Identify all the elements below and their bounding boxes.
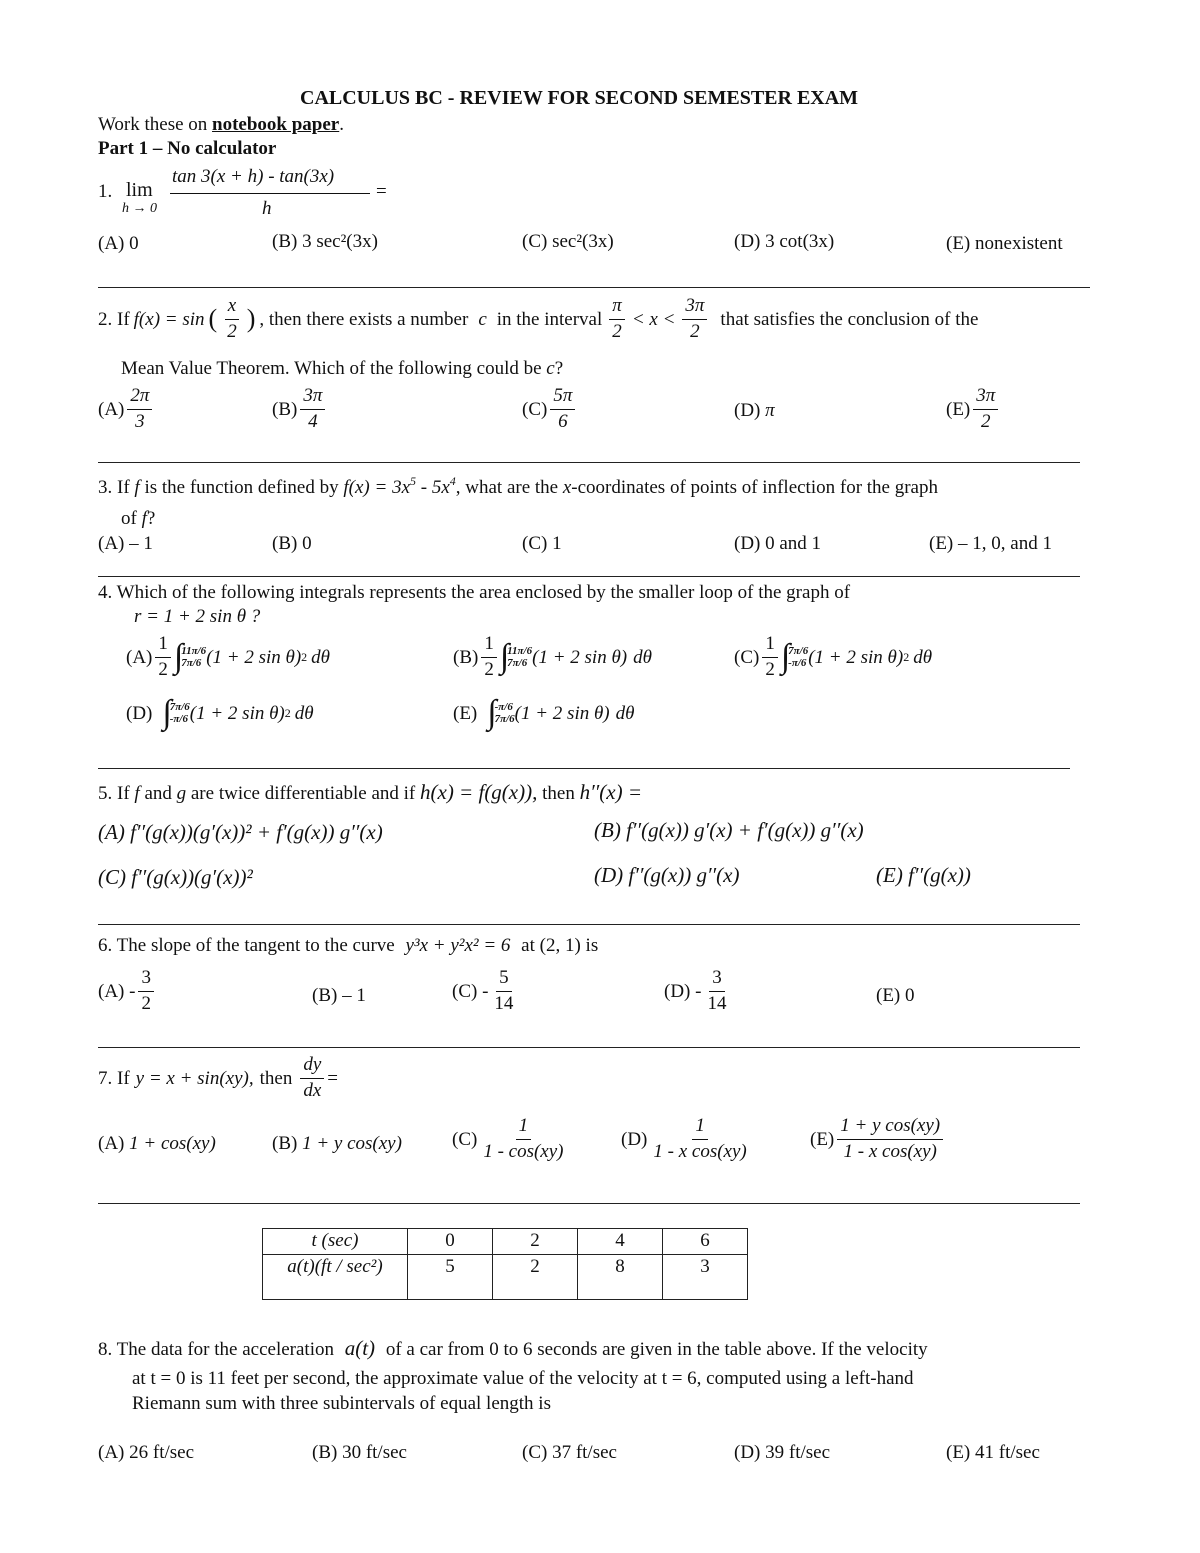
q1-lim: lim: [126, 179, 153, 201]
q6-stem: [98, 936, 598, 955]
q8-line3: Riemann sum with three subintervals of equal length is: [132, 1393, 551, 1414]
q2-arg-den: 2: [227, 320, 237, 342]
q4-choice-c-coef: [762, 634, 778, 681]
q4-choice-c-coef-num: 1: [762, 634, 778, 658]
q8-at: a(t): [344, 1336, 376, 1360]
q2-arg-frac: [224, 296, 240, 343]
q6-choice-a-label: (A) -: [98, 980, 136, 1002]
q2-paren-close: ): [246, 304, 256, 334]
q2-paren-open: (: [208, 304, 218, 334]
q2-hi-num: 3π: [682, 296, 707, 320]
q4-choice-d-integral-sign: ∫: [162, 694, 172, 731]
q5-f: f: [134, 783, 140, 804]
q2-choice-c-label: (C): [522, 398, 548, 420]
q6-choice-d-num: 3: [709, 968, 725, 992]
q2-lo-den: 2: [612, 320, 622, 342]
q3-exp1: 5: [410, 474, 416, 488]
q7-choice-d-den: 1 - x cos(xy): [653, 1140, 747, 1162]
table-header-a: a(t)(ft / sec²): [263, 1254, 408, 1299]
q7-choice-e: [810, 1116, 946, 1163]
q2-choice-b-label: (B): [272, 398, 298, 420]
q4-choice-d-label: (D): [126, 702, 153, 724]
q4-choice-d-upper: 7π/6: [169, 700, 190, 713]
table-cell: 8: [578, 1254, 663, 1299]
q3-formula: [343, 474, 456, 498]
q7-choice-c-num: 1: [516, 1116, 532, 1140]
q4-choice-c-coef-den: 2: [765, 658, 775, 680]
q4-choice-a-integral-sign: ∫: [173, 638, 184, 676]
q8-choice-e: (E) 41 ft/sec: [946, 1442, 1040, 1463]
q5-rest: are twice differentiable and if: [190, 783, 416, 804]
instructions-suffix: .: [339, 114, 344, 135]
q1-equals: =: [376, 181, 387, 202]
q6-at: at (2, 1) is: [521, 935, 599, 956]
q4-choice-a-coef-den: 2: [158, 658, 168, 680]
q4-choice-d-integrand: (1 + 2 sin θ): [189, 702, 285, 724]
q1-lim-sub: h → 0: [122, 201, 157, 216]
q2-arg-num: x: [225, 296, 239, 320]
table-cell: 2: [493, 1254, 578, 1299]
q6-choice-c: [452, 968, 519, 1015]
q4-choice-c-integrand: (1 + 2 sin θ): [808, 646, 904, 668]
q3-coordinates: -coordinates of points of inflection for the graph: [571, 477, 938, 498]
divider-q4: [98, 768, 1070, 769]
q8-choice-b: (B) 30 ft/sec: [312, 1442, 407, 1463]
q4-choice-d-d: dθ: [294, 702, 314, 724]
q7-lead: 7. If: [98, 1067, 130, 1089]
q2-choice-e-frac: [973, 386, 998, 433]
q7-choice-a: [98, 1134, 216, 1153]
q4-choice-e-lower: 7π/6: [494, 713, 515, 725]
q7-choice-c-label: (C): [452, 1128, 478, 1150]
q3-question-mark: ?: [146, 508, 156, 529]
q7-choice-e-label: (E): [810, 1128, 835, 1150]
q1-denominator: h: [262, 198, 272, 219]
q2-line2-text: Mean Value Theorem. Which of the following could be: [121, 358, 542, 379]
q3-choice-a: (A) – 1: [98, 533, 153, 554]
q2-choice-a: [98, 386, 155, 433]
q3-of: of: [121, 508, 137, 529]
q6-choice-a-den: 2: [141, 992, 151, 1014]
q4-choice-d: (D) ∫ 7π/6 -π/6 (1 + 2 sin θ) 2 dθ: [126, 694, 314, 731]
q3-line2: [121, 509, 155, 528]
q4-choice-a-label: (A): [126, 646, 153, 668]
q4-choice-b-coef-num: 1: [481, 634, 497, 658]
q3-choice-e: (E) – 1, 0, and 1: [929, 533, 1052, 554]
q3-formula-part2: - 5x: [416, 477, 450, 498]
divider-q6: [98, 1047, 1080, 1048]
q4-choice-e-d: dθ: [615, 702, 635, 724]
table-row: [263, 1254, 748, 1299]
q2-choice-a-num: 2π: [127, 386, 152, 410]
q2-func: f(x) = sin: [133, 308, 205, 330]
q4-choice-a-integrand: (1 + 2 sin θ): [206, 646, 302, 668]
q1-number: 1.: [98, 181, 113, 202]
q4-choice-d-lower: -π/6: [169, 713, 188, 725]
q3-line1: [98, 474, 938, 498]
table-cell: 4: [578, 1229, 663, 1255]
q2-choice-b: [272, 386, 328, 433]
q4-choice-a-lower: 7π/6: [181, 657, 202, 670]
q1-choice-a: (A) 0: [98, 233, 139, 254]
q7-choice-e-den: 1 - x cos(xy): [843, 1140, 937, 1162]
q1-choice-e: (E) nonexistent: [946, 233, 1063, 254]
q5-h: h(x) = f(g(x)),: [420, 780, 538, 804]
page-title: CALCULUS BC - REVIEW FOR SECOND SEMESTER EXAM: [300, 87, 859, 109]
q3-formula-part1: f(x) = 3x: [343, 477, 410, 498]
q4-choice-b-upper: 11π/6: [507, 645, 533, 658]
q7-stem: [98, 1055, 338, 1102]
q4-choice-a-coef-num: 1: [155, 634, 171, 658]
q5-choice-e: (E) f′′(g(x)): [876, 863, 971, 887]
q2-choice-b-den: 4: [308, 410, 318, 432]
divider-q1: [98, 287, 1090, 288]
q4-choice-c-limits: [788, 645, 808, 669]
q4-choice-b-integrand: (1 + 2 sin θ): [532, 646, 628, 668]
q4-choice-c-integral-sign: ∫: [780, 638, 791, 676]
q1-numerator: tan 3(x + h) - tan(3x): [172, 166, 335, 187]
q6-choice-d: [664, 968, 732, 1015]
q1-fraction-bar: [170, 193, 370, 194]
q8-choice-a: (A) 26 ft/sec: [98, 1442, 195, 1463]
q2-tail: that satisfies the conclusion of the: [720, 308, 979, 330]
instructions: [98, 115, 344, 134]
q2-choice-d-label: (D): [734, 400, 761, 421]
q4-choice-a-d: dθ: [311, 646, 331, 668]
divider-q3: [98, 576, 1080, 577]
q2-choice-e-den: 2: [981, 410, 991, 432]
q4-line2: r = 1 + 2 sin θ ?: [134, 606, 261, 627]
q7-derivative: [300, 1055, 324, 1102]
q4-choice-b-coef: [481, 634, 497, 681]
q6-choice-c-frac: [491, 968, 516, 1015]
q2-line2-end: ?: [554, 358, 564, 379]
q2-choice-b-frac: [300, 386, 325, 433]
q2-line2: [121, 359, 563, 378]
table-cell: 6: [663, 1229, 748, 1255]
q6-choice-d-den: 14: [707, 992, 727, 1014]
q5-choice-c: (C) f′′(g(x))(g′(x))²: [98, 865, 253, 889]
q2-choice-c: [522, 386, 578, 433]
q5-choice-b: (B) f′′(g(x)) g′(x) + f′(g(x)) g′′(x): [594, 818, 864, 842]
q3-line2-f: f: [141, 508, 147, 529]
q6-choice-c-num: 5: [496, 968, 512, 992]
q2-choice-c-num: 5π: [550, 386, 575, 410]
q2-choice-d-value: π: [765, 400, 775, 421]
q2-lead: 2. If: [98, 308, 130, 330]
q7-eq: y = x + sin(xy),: [135, 1067, 254, 1089]
q2-choice-a-frac: [127, 386, 152, 433]
q2-hi-den: 2: [690, 320, 700, 342]
q5-stem: [98, 782, 642, 803]
q6-lead: 6. The slope of the tangent to the curve: [98, 935, 395, 956]
q5-g: g: [176, 783, 187, 804]
q7-choice-d-num: 1: [692, 1116, 708, 1140]
q2-choice-d: [734, 401, 775, 420]
table-cell: 3: [663, 1254, 748, 1299]
q4-choice-b-coef-den: 2: [484, 658, 494, 680]
table-cell: 2: [493, 1229, 578, 1255]
table-cell: 0: [408, 1229, 493, 1255]
q4-choice-e-integrand: (1 + 2 sin θ): [514, 702, 610, 724]
q2-ineq: < x <: [631, 308, 676, 330]
q2-choice-e: [946, 386, 1001, 433]
q6-choice-b: (B) – 1: [312, 985, 366, 1006]
q7-choice-a-label: (A): [98, 1133, 125, 1154]
q7-choice-d-label: (D): [621, 1128, 648, 1150]
q7-choice-a-expr: 1 + cos(xy): [129, 1133, 216, 1154]
q3-what: , what are the: [455, 477, 559, 498]
q4-choice-b-d: dθ: [633, 646, 652, 668]
q4-line1: 4. Which of the following integrals represents the area enclosed by the smaller loop of the graph of: [98, 582, 851, 603]
q8-choice-d: (D) 39 ft/sec: [734, 1442, 831, 1463]
q3-choice-b: (B) 0: [272, 533, 312, 554]
q6-choice-a-frac: [138, 968, 154, 1015]
q2-mid: , then there exists a number: [259, 308, 469, 330]
q5-lead: 5. If: [98, 783, 130, 804]
q2-lo-frac: [609, 296, 625, 343]
q7-choice-c: [452, 1116, 570, 1163]
q2-choice-e-label: (E): [946, 398, 971, 420]
q3-exp2: 4: [449, 474, 456, 488]
q8-choice-c: (C) 37 ft/sec: [522, 1442, 617, 1463]
q4-choice-c-label: (C): [734, 646, 760, 668]
q3-choice-d: (D) 0 and 1: [734, 533, 822, 554]
q6-choice-c-label: (C) -: [452, 980, 489, 1002]
q4-choice-e: [453, 696, 634, 730]
q7-choice-d-frac: [650, 1116, 749, 1163]
q3-defined: is the function defined by: [144, 477, 339, 498]
q4-choice-b: [453, 634, 652, 681]
q4-choice-c-lower: -π/6: [788, 657, 807, 670]
q8-lead: 8. The data for the acceleration: [98, 1339, 334, 1360]
q4-choice-a: (A) $\frac{1}{2}$ ∫ 11π/6 7π/6 (1 + 2 sin θ) 2 dθ: [126, 633, 331, 680]
q4-choice-d-limits: [170, 701, 190, 725]
q2-interval-text: in the interval: [496, 308, 603, 330]
q3-f: f: [134, 477, 140, 498]
q2-hi-frac: [682, 296, 707, 343]
q6-choice-e: (E) 0: [876, 985, 915, 1006]
q5-choice-a: (A) f′′(g(x))(g′(x))² + f′(g(x)) g′′(x): [98, 820, 383, 844]
q1-choice-b: (B) 3 sec²(3x): [272, 231, 378, 252]
q1-choice-c: (C) sec²(3x): [522, 231, 614, 252]
q6-choice-a: [98, 968, 157, 1015]
q7-choice-b-expr: 1 + y cos(xy): [302, 1133, 402, 1154]
q5-and: and: [144, 783, 172, 804]
q4-choice-e-label: (E): [453, 702, 478, 724]
q7-dnum: dy: [300, 1055, 324, 1079]
q1-choice-d: (D) 3 cot(3x): [734, 231, 835, 252]
q4-choice-e-limits: [495, 701, 515, 725]
q8-line2: at t = 0 is 11 feet per second, the approximate value of the velocity at t = 6, computed using a left-hand: [132, 1368, 914, 1389]
q5-choice-d: (D) f′′(g(x)) g′′(x): [594, 863, 740, 887]
q6-choice-d-frac: [704, 968, 729, 1015]
q2-lo-num: π: [609, 296, 625, 320]
table-header-t: t (sec): [263, 1229, 408, 1255]
q3-xvar: x: [562, 477, 572, 498]
q4-choice-e-upper: -π/6: [494, 700, 513, 713]
q2-line1: [98, 296, 978, 343]
q4-choice-b-integral-sign: ∫: [499, 638, 510, 676]
q4-choice-a-upper: 11π/6: [181, 645, 207, 658]
q6-choice-d-label: (D) -: [664, 980, 702, 1002]
q7-choice-d: [621, 1116, 753, 1163]
q4-choice-c-d: dθ: [913, 646, 933, 668]
q8-line1: [98, 1338, 928, 1359]
q2-choice-c-frac: [550, 386, 575, 433]
acceleration-table: [262, 1228, 748, 1300]
q2-choice-b-num: 3π: [300, 386, 325, 410]
table-cell: 5: [408, 1254, 493, 1299]
q4-choice-b-label: (B): [453, 646, 479, 668]
q7-dden: dx: [303, 1079, 322, 1101]
instructions-emphasis: notebook paper: [212, 114, 340, 135]
divider-q7: [98, 1203, 1080, 1204]
q7-choice-b: [272, 1134, 402, 1153]
q5-h2: h′′(x) =: [579, 780, 642, 804]
q6-curve: y³x + y²x² = 6: [405, 935, 511, 956]
part-heading: Part 1 – No calculator: [98, 138, 277, 159]
q8-line1-rest: of a car from 0 to 6 seconds are given in the table above. If the velocity: [385, 1339, 928, 1360]
q2-line2-c: c: [546, 358, 555, 379]
q4-choice-c-upper: 7π/6: [788, 645, 809, 658]
q4-choice-e-integral-sign: ∫: [487, 694, 497, 731]
q4-choice-b-lower: 7π/6: [507, 657, 528, 670]
q4-choice-c: (C) $\frac{1}{2}$ ∫ 7π/6 -π/6 (1 + 2 sin θ) 2 dθ: [734, 633, 933, 680]
q2-choice-e-num: 3π: [973, 386, 998, 410]
q7-choice-b-label: (B): [272, 1133, 298, 1154]
q4-choice-a-limits: [181, 645, 206, 669]
q4-choice-a-coef: [155, 634, 171, 681]
q4-choice-b-limits: [507, 645, 532, 669]
q2-choice-c-den: 6: [558, 410, 568, 432]
q3-lead: 3. If: [98, 477, 130, 498]
q7-choice-e-frac: [837, 1116, 943, 1163]
q2-choice-a-den: 3: [135, 410, 145, 432]
q2-choice-a-label: (A): [98, 398, 125, 420]
q7-choice-c-den: 1 - cos(xy): [483, 1140, 564, 1162]
q7-choice-c-frac: [480, 1116, 566, 1163]
q7-then: then: [259, 1067, 293, 1089]
q2-c: c: [478, 308, 487, 330]
q3-choice-c: (C) 1: [522, 533, 562, 554]
table-row: [263, 1229, 748, 1255]
instructions-prefix: Work these on: [98, 114, 213, 135]
divider-q5: [98, 924, 1080, 925]
q6-choice-a-num: 3: [138, 968, 154, 992]
q7-equals: =: [327, 1067, 338, 1089]
q6-choice-c-den: 14: [494, 992, 514, 1014]
q5-then: then: [542, 783, 575, 804]
divider-q2: [98, 462, 1080, 463]
q7-choice-e-num: 1 + y cos(xy): [837, 1116, 943, 1140]
